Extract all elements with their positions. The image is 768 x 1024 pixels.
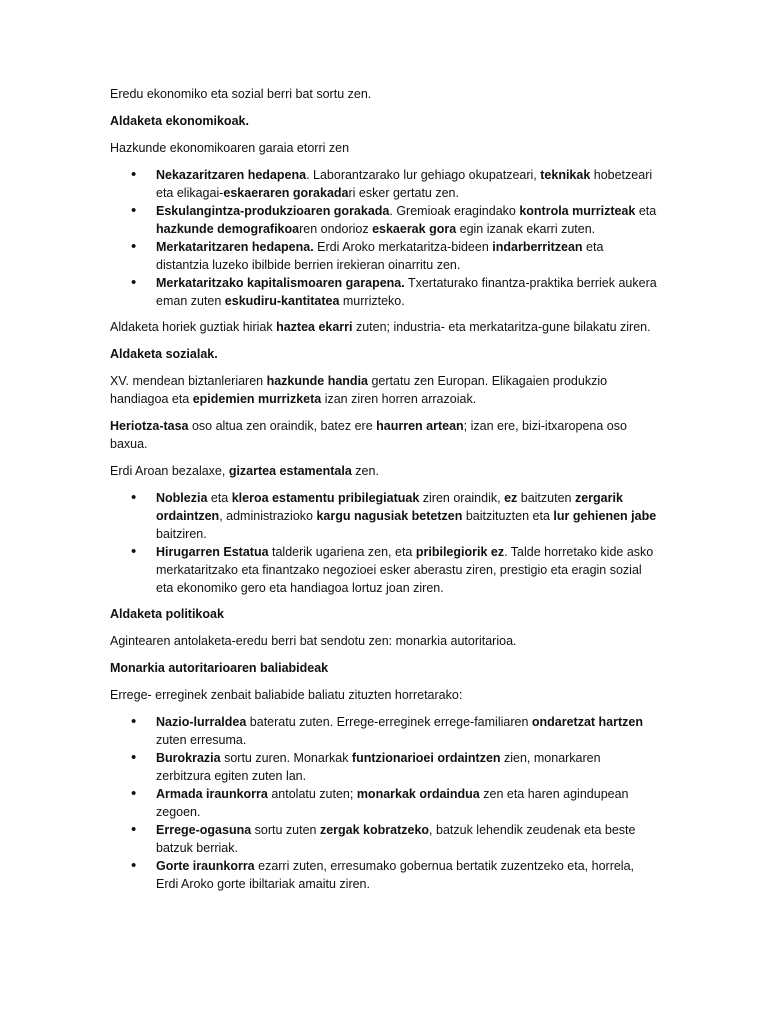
bold-text: teknikak <box>540 168 591 182</box>
section-heading: Aldaketa politikoak <box>110 607 224 621</box>
bold-text: Merkataritzako kapitalismoaren garapena. <box>156 276 405 290</box>
text-run: Txertaturako finantza-praktika berriek aukera eman zuten <box>156 276 657 308</box>
text-run: ren ondorioz <box>299 222 373 236</box>
bold-text: Noblezia <box>156 491 208 505</box>
bold-text: zergak kobratzeko <box>319 823 430 837</box>
text-run: gertatu zen Europan. Elikagaien produkzio handiagoa eta <box>110 374 608 406</box>
bold-text: Merkataritzaren hedapena. <box>156 240 314 254</box>
section-heading: Aldaketa sozialak. <box>110 347 218 361</box>
text-run: izan ziren horren arrazoiak. <box>321 392 477 406</box>
bold-text: eskaerak gora <box>372 222 457 236</box>
text-run: zen eta haren agindupean zegoen. <box>156 787 629 819</box>
bold-text: Eskulangintza-produkzioaren gorakada <box>156 204 390 218</box>
text-run: zien, monarkaren zerbitzura egiten zuten lan. <box>156 751 601 783</box>
bullet-item <box>110 166 658 202</box>
paragraph <box>110 318 658 336</box>
bold-text: ondaretzat hartzen <box>531 715 644 729</box>
text-run: zuten erresuma. <box>156 733 247 747</box>
bold-text: haurren artean <box>376 419 464 433</box>
text-run: bateratu zuten. Errege-erreginek errege-familiaren <box>246 715 532 729</box>
bold-text: haztea ekarri <box>276 320 353 334</box>
text-run: ziren oraindik, <box>419 491 505 505</box>
bullet-item <box>110 543 658 597</box>
text-run: Agintearen antolaketa-eredu berri bat sendotu zen: monarkia autoritarioa. <box>110 634 517 648</box>
bold-text: indarberritzean <box>492 240 583 254</box>
text-run: baitziren. <box>156 527 207 541</box>
bullet-item <box>110 202 658 238</box>
bold-text: Errege-ogasuna <box>156 823 252 837</box>
bold-text: funtzionarioei ordaintzen <box>351 751 501 765</box>
text-run: antolatu zuten; <box>267 787 357 801</box>
text-run: ri esker gertatu zen. <box>348 186 459 200</box>
bold-text: gizartea estamentala <box>228 464 352 478</box>
paragraph <box>110 632 658 650</box>
bold-text: ez <box>504 491 518 505</box>
bold-text: Heriotza-tasa <box>110 419 189 433</box>
text-run: egin izanak ekarri zuten. <box>456 222 596 236</box>
bold-text: kontrola murrizteak <box>519 204 636 218</box>
bold-text: Hirugarren Estatua <box>156 545 269 559</box>
text-run: sortu zuren. Monarkak <box>220 751 352 765</box>
bold-text: pribilegiorik ez <box>415 545 505 559</box>
paragraph <box>110 372 658 408</box>
section-heading: Monarkia autoritarioaren baliabideak <box>110 661 329 675</box>
bullet-item <box>110 713 658 749</box>
bold-text: monarkak ordaindua <box>356 787 480 801</box>
text-run: eta distantzia luzeko ibilbide berrien irekieran oinarritu zen. <box>156 240 604 272</box>
bold-text: Nekazaritzaren hedapena <box>156 168 307 182</box>
bold-text: hazkunde demografikoa <box>156 222 300 236</box>
section-lead: Hazkunde ekonomikoaren garaia etorri zen <box>110 141 350 155</box>
text-run: Erdi Aroan bezalaxe, <box>110 464 229 478</box>
bold-text: Nazio-lurraldea <box>156 715 247 729</box>
text-run: , administrazioko <box>219 509 317 523</box>
document-body <box>110 85 658 901</box>
bold-text: zergarik ordaintzen <box>156 491 623 523</box>
bullet-item <box>110 238 658 274</box>
text-run: hobetzeari eta elikagai- <box>156 168 653 200</box>
bullet-item <box>110 857 658 893</box>
bullet-item <box>110 274 658 310</box>
text-run: . Gremioak eragindako <box>389 204 520 218</box>
text-run: Erdi Aroko merkataritza-bideen <box>313 240 493 254</box>
bold-text: kleroa estamentu pribilegiatuak <box>231 491 420 505</box>
text-run: . Talde horretako kide asko merkataritzako eta finantzako negozioei esker aberastu ziren, prestigio eta eragin sozial eta ekonomiko gero eta handiagoa lortuz joan ziren. <box>156 545 654 595</box>
bullet-item <box>110 489 658 543</box>
bold-text: hazkunde handia <box>266 374 368 388</box>
text-run: . Laborantzarako lur gehiago okupatzeari, <box>306 168 541 182</box>
bold-text: kargu nagusiak betetzen <box>316 509 463 523</box>
text-run: oso altua zen oraindik, batez ere <box>188 419 377 433</box>
bullet-item <box>110 749 658 785</box>
text-run: eta <box>635 204 657 218</box>
text-run: , batzuk lehendik zeudenak eta beste batzuk berriak. <box>156 823 636 855</box>
text-run: ; izan ere, bizi-itxaropena oso baxua. <box>110 419 627 451</box>
text-run: zuten; industria- eta merkataritza-gune bilakatu ziren. <box>352 320 651 334</box>
intro-paragraph: Eredu ekonomiko eta sozial berri bat sortu zen. <box>110 87 372 101</box>
text-run: ezarri zuten, erresumako gobernua bertatik zuzentzeko eta, horrela, Erdi Aroko gorte ibiltariak amaitu ziren. <box>156 859 635 891</box>
bullet-list <box>110 713 658 893</box>
text-run: Aldaketa horiek guztiak hiriak <box>110 320 277 334</box>
text-run: zen. <box>351 464 379 478</box>
bold-text: Armada iraunkorra <box>156 787 268 801</box>
text-run: eta <box>207 491 232 505</box>
paragraph <box>110 417 658 453</box>
text-run: murrizteko. <box>339 294 405 308</box>
text-run: talderik ugariena zen, eta <box>268 545 416 559</box>
section-heading: Aldaketa ekonomikoak. <box>110 114 249 128</box>
section-lead: Errege- erreginek zenbait baliabide baliatu zituzten horretarako: <box>110 688 463 702</box>
bullet-list <box>110 489 658 597</box>
bold-text: epidemien murrizketa <box>192 392 322 406</box>
paragraph <box>110 462 658 480</box>
bold-text: eskaeraren gorakada <box>223 186 349 200</box>
bullet-list <box>110 166 658 310</box>
text-run: XV. mendean biztanleriaren <box>110 374 267 388</box>
bold-text: Burokrazia <box>156 751 221 765</box>
text-run: baitzuten <box>517 491 575 505</box>
bullet-item <box>110 785 658 821</box>
bold-text: Gorte iraunkorra <box>156 859 255 873</box>
text-run: sortu zuten <box>251 823 320 837</box>
bullet-item <box>110 821 658 857</box>
bold-text: eskudiru-kantitatea <box>224 294 340 308</box>
bold-text: lur gehienen jabe <box>553 509 657 523</box>
text-run: baitzituzten eta <box>462 509 554 523</box>
